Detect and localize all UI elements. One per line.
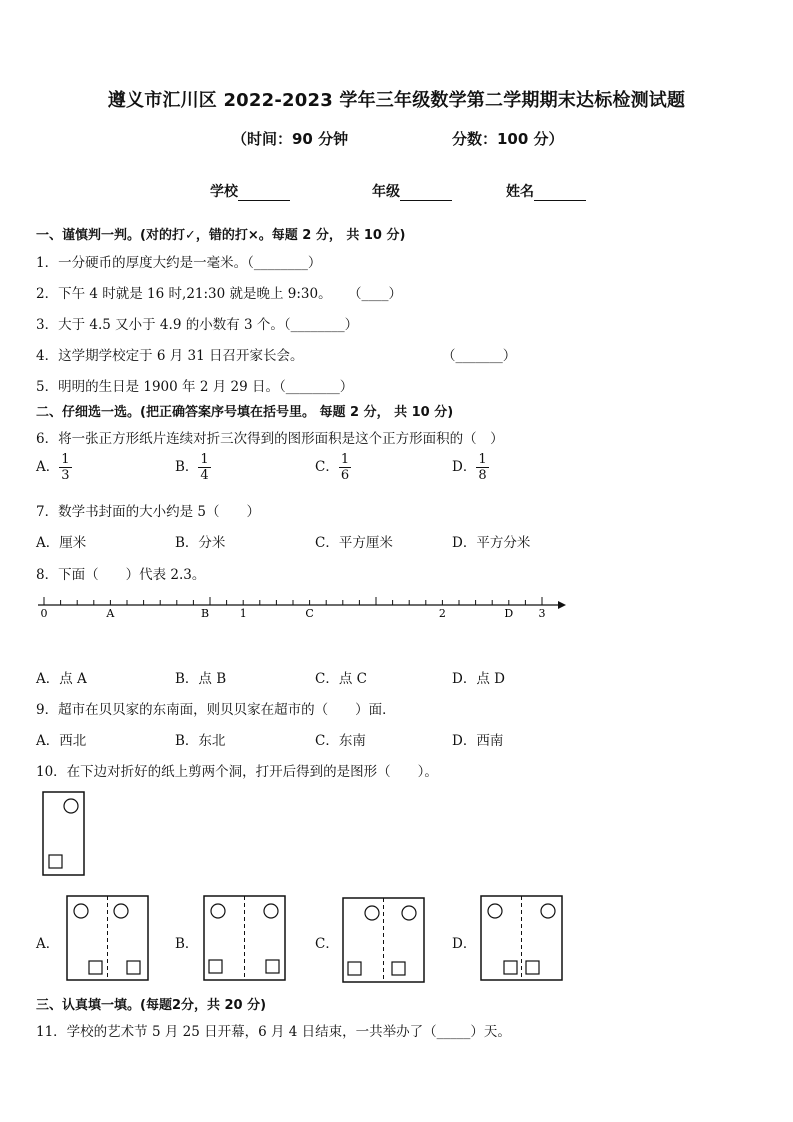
axis-label-b: B xyxy=(200,607,210,620)
q6-option-a[interactable] xyxy=(36,452,72,483)
circle-hole-icon xyxy=(488,904,502,918)
q7-option-a[interactable]: A．厘米 xyxy=(36,535,87,551)
fraction xyxy=(59,452,71,483)
q10-option-a-figure[interactable] xyxy=(64,893,152,983)
circle-hole-icon xyxy=(211,904,225,918)
q10-option-a-label[interactable]: A． xyxy=(36,936,60,952)
denominator: 8 xyxy=(478,468,487,483)
q10-option-d-label[interactable]: D． xyxy=(452,936,477,952)
q10-option-b-label[interactable]: B． xyxy=(175,936,199,952)
page-title: 遵义市汇川区 2022-2023 学年三年级数学第二学期期末达标检测试题 xyxy=(107,90,686,111)
grade-label: 年级 xyxy=(372,184,400,200)
section-2-heading: 二、仔细选一选。(把正确答案序号填在括号里。 每题 2 分， 共 10 分) xyxy=(36,405,454,420)
square-hole-icon xyxy=(504,961,517,974)
option-label: B． xyxy=(175,459,199,475)
numerator: 1 xyxy=(61,452,70,467)
denominator: 6 xyxy=(340,468,350,483)
square-hole-icon xyxy=(89,961,102,974)
axis-labels xyxy=(41,607,546,620)
q7-option-c[interactable]: C．平方厘米 xyxy=(315,535,393,551)
q6-option-c[interactable] xyxy=(315,452,351,483)
question-3: 3．大于 4.5 又小于 4.9 的小数有 3 个。（________） xyxy=(36,317,359,333)
numerator: 1 xyxy=(200,452,209,467)
number-line xyxy=(30,585,575,625)
circle-hole-icon xyxy=(74,904,88,918)
section-1-heading: 一、谨慎判一判。(对的打✓，错的打×。每题 2 分， 共 10 分) xyxy=(36,228,406,243)
square-hole-icon xyxy=(127,961,140,974)
school-field xyxy=(210,181,290,201)
q9-option-d[interactable]: D．西南 xyxy=(452,733,504,749)
square-hole-icon xyxy=(49,855,62,868)
question-10: 10．在下边对折好的纸上剪两个洞，打开后得到的是图形（ ）。 xyxy=(36,764,438,780)
question-5: 5．明明的生日是 1900 年 2 月 29 日。（________） xyxy=(36,379,354,395)
square-hole-icon xyxy=(526,961,539,974)
denominator: 4 xyxy=(200,468,209,483)
axis-label-c: C xyxy=(305,607,314,620)
square-hole-icon xyxy=(266,960,279,973)
denominator: 3 xyxy=(61,468,70,483)
fraction xyxy=(476,452,488,483)
axis-label-2: 2 xyxy=(438,607,446,620)
q9-option-a[interactable]: A．西北 xyxy=(36,733,87,749)
axis-label-1: 1 xyxy=(239,607,247,620)
circle-hole-icon xyxy=(114,904,128,918)
q10-option-c-figure[interactable] xyxy=(340,895,428,985)
question-6: 6．将一张正方形纸片连续对折三次得到的图形面积是这个正方形面积的（ ） xyxy=(36,431,504,447)
q10-option-b-figure[interactable] xyxy=(201,893,289,983)
exam-time: （时间：90 分钟 xyxy=(232,130,349,148)
circle-hole-icon xyxy=(402,906,416,920)
q6-option-d[interactable] xyxy=(452,452,489,483)
question-1: 1．一分硬币的厚度大约是一毫米。（________） xyxy=(36,255,322,271)
fraction xyxy=(198,452,210,483)
section-3-heading: 三、认真填一填。(每题2分，共 20 分) xyxy=(36,998,267,1013)
option-label: A． xyxy=(36,459,60,475)
numerator: 1 xyxy=(340,452,350,467)
school-label: 学校 xyxy=(210,184,238,200)
q7-option-d[interactable]: D．平方分米 xyxy=(452,535,531,551)
question-9: 9．超市在贝贝家的东南面，则贝贝家在超市的（ ）面． xyxy=(36,702,396,718)
axis-label-d: D xyxy=(504,607,514,620)
q9-option-b[interactable]: B．东北 xyxy=(175,733,226,749)
square-hole-icon xyxy=(348,962,361,975)
q8-option-a[interactable]: A．点 A xyxy=(36,671,87,687)
question-4: 4．这学期学校定于 6 月 31 日召开家长会。 xyxy=(36,348,304,364)
q7-option-b[interactable]: B．分米 xyxy=(175,535,226,551)
name-field xyxy=(506,181,586,201)
q6-option-b[interactable] xyxy=(175,452,211,483)
exam-score: 分数：100 分） xyxy=(452,130,564,148)
axis-arrow-icon xyxy=(558,601,566,609)
question-7: 7．数学书封面的大小约是 5（ ） xyxy=(36,504,260,520)
school-blank[interactable] xyxy=(238,186,290,201)
question-4-answer: （_______） xyxy=(442,348,517,364)
axis-label-0: 0 xyxy=(40,607,48,620)
q10-option-c-label[interactable]: C． xyxy=(315,936,339,952)
option-label: D． xyxy=(452,459,477,475)
fraction xyxy=(339,452,351,483)
q8-option-c[interactable]: C．点 C xyxy=(315,671,367,687)
axis-label-a: A xyxy=(106,607,115,620)
folded-paper-figure xyxy=(40,790,88,878)
option-label: C． xyxy=(315,459,339,475)
grade-blank[interactable] xyxy=(400,186,452,201)
q9-option-c[interactable]: C．东南 xyxy=(315,733,366,749)
axis-label-3: 3 xyxy=(538,607,546,620)
circle-hole-icon xyxy=(64,799,78,813)
question-8: 8．下面（ ）代表 2.3。 xyxy=(36,567,206,583)
circle-hole-icon xyxy=(264,904,278,918)
square-hole-icon xyxy=(392,962,405,975)
grade-field xyxy=(372,181,452,201)
axis-ticks xyxy=(44,597,542,605)
q8-option-d[interactable]: D．点 D xyxy=(452,671,505,687)
question-2-answer: （____） xyxy=(348,286,402,302)
circle-hole-icon xyxy=(541,904,555,918)
q10-option-d-figure[interactable] xyxy=(478,893,566,983)
name-label: 姓名 xyxy=(506,184,534,200)
question-2: 2．下午 4 时就是 16 时,21:30 就是晚上 9:30。 xyxy=(36,286,332,302)
square-hole-icon xyxy=(209,960,222,973)
name-blank[interactable] xyxy=(534,186,586,201)
numerator: 1 xyxy=(478,452,487,467)
circle-hole-icon xyxy=(365,906,379,920)
question-11: 11．学校的艺术节 5 月 25 日开幕，6 月 4 日结束，一共举办了（_____）天。 xyxy=(36,1024,511,1040)
q8-option-b[interactable]: B．点 B xyxy=(175,671,227,687)
